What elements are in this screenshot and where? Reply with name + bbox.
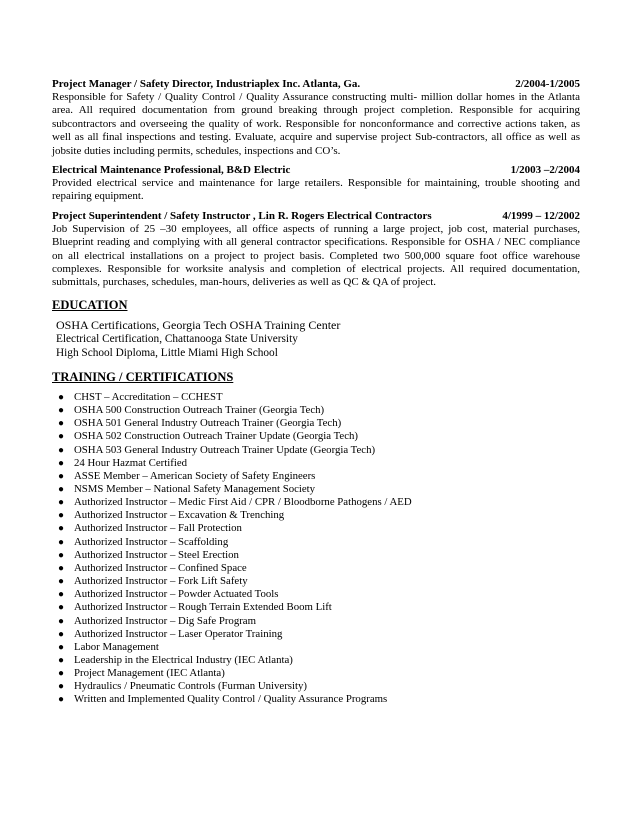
training-item <box>52 680 580 693</box>
training-item-text: OSHA 500 Construction Outreach Trainer (Georgia Tech) <box>74 404 325 417</box>
bullet-icon: ● <box>58 562 65 574</box>
training-item-text: Authorized Instructor – Steel Erection <box>74 548 239 561</box>
training-item-text: Authorized Instructor – Dig Safe Program <box>74 614 257 627</box>
training-item-text: Labor Management <box>74 640 159 653</box>
training-item <box>52 549 580 562</box>
training-item-text: OSHA 503 General Industry Outreach Trainer Update (Georgia Tech) <box>74 443 376 456</box>
training-list <box>52 391 580 707</box>
bullet-icon: ● <box>58 457 65 469</box>
training-item-text: NSMS Member – National Safety Management Society <box>74 482 316 495</box>
bullet-icon: ● <box>58 405 65 417</box>
training-item-text: Authorized Instructor – Fall Protection <box>74 522 242 535</box>
training-item <box>52 404 580 417</box>
bullet-icon: ● <box>58 418 65 430</box>
training-item-text: Authorized Instructor – Rough Terrain Extended Boom Lift <box>74 601 332 614</box>
job-title-row <box>52 210 580 223</box>
training-item <box>52 654 580 667</box>
bullet-icon: ● <box>58 602 65 614</box>
job-description: Provided electrical service and maintenance for large retailers. Responsible for maintaining, trouble shooting and repairing equipment. <box>52 177 580 203</box>
education-list <box>52 318 580 360</box>
job-title: Project Manager / Safety Director, Industriaplex Inc. Atlanta, Ga. <box>52 78 361 90</box>
bullet-icon: ● <box>58 589 65 601</box>
bullet-icon: ● <box>58 444 65 456</box>
training-item <box>52 641 580 654</box>
training-item <box>52 601 580 614</box>
bullet-icon: ● <box>58 576 65 588</box>
bullet-icon: ● <box>58 470 65 482</box>
training-item-text: CHST – Accreditation – CCHEST <box>74 390 223 403</box>
training-item-text: Authorized Instructor – Scaffolding <box>74 535 229 548</box>
bullet-icon: ● <box>58 694 65 706</box>
bullet-icon: ● <box>58 655 65 666</box>
training-item <box>52 430 580 443</box>
training-item-text: Authorized Instructor – Fork Lift Safety <box>74 575 248 588</box>
training-item <box>52 615 580 628</box>
education-heading: EDUCATION <box>52 297 128 312</box>
job-description: Responsible for Safety / Quality Control / Quality Assurance constructing multi- million dollar homes in the Atlanta area. All required documentation from ground breaking through project completion. Responsible for acquiring subcontractors and overseeing the quality of work. Responsible for nonconformance and corrective actions taken, as well as all final inspections and testing. Evaluate, acquire and supervise project Sub-contractors, all office as well as jobsite duties including permits, schedules, inspections and CO’s. <box>52 91 580 157</box>
training-item <box>52 628 580 641</box>
training-heading: TRAINING / CERTIFICATIONS <box>52 369 234 384</box>
training-item <box>52 667 580 680</box>
bullet-icon: ● <box>58 536 65 548</box>
training-item <box>52 536 580 549</box>
training-item-text: Authorized Instructor – Laser Operator Training <box>74 627 283 640</box>
education-item: OSHA Certifications, Georgia Tech OSHA Training Center <box>56 317 341 332</box>
bullet-icon: ● <box>58 628 65 640</box>
training-item-text: Authorized Instructor – Powder Actuated Tools <box>74 588 279 601</box>
training-item-text: 24 Hour Hazmat Certified <box>74 456 188 469</box>
job-date: 1/2003 –2/2004 <box>510 164 580 177</box>
bullet-icon: ● <box>58 391 65 403</box>
bullet-icon: ● <box>58 497 65 509</box>
bullet-icon: ● <box>58 668 65 680</box>
education-item: High School Diploma, Little Miami High School <box>56 346 278 359</box>
education-item: Electrical Certification, Chattanooga State University <box>56 332 298 345</box>
job-entry <box>52 210 580 290</box>
training-item-text: Leadership in the Electrical Industry (IEC Atlanta) <box>74 654 293 666</box>
bullet-icon: ● <box>58 549 65 561</box>
training-item-text: OSHA 501 General Industry Outreach Trainer (Georgia Tech) <box>74 417 342 430</box>
training-item <box>52 470 580 483</box>
training-item-text: Authorized Instructor – Medic First Aid / CPR / Bloodborne Pathogens / AED <box>74 496 412 509</box>
bullet-icon: ● <box>58 510 65 522</box>
job-title-row <box>52 78 580 91</box>
job-title: Project Superintendent / Safety Instructor , Lin R. Rogers Electrical Contractors <box>52 209 432 222</box>
training-item <box>52 588 580 601</box>
training-item <box>52 575 580 588</box>
job-description: Job Supervision of 25 –30 employees, all office aspects of running a large project, job cost, material purchases, Blueprint reading and complying with all general contractor specifications. Responsible for OSHA / NEC compliance on all electrical installations on a project to project basis. Completed two 500,000 square foot office warehouse complexes. Responsible for worksite analysis and completion of electrical projects. All required documentation, submittals, purchases, schedules, man-hours, deliveries as well as QC & QA of project. <box>52 222 580 289</box>
training-item <box>52 496 580 509</box>
job-entry <box>52 78 580 158</box>
training-item <box>52 391 580 404</box>
training-item-text: Project Management (IEC Atlanta) <box>74 667 225 680</box>
bullet-icon: ● <box>58 431 65 443</box>
training-item-text: OSHA 502 Construction Outreach Trainer Update (Georgia Tech) <box>74 430 359 443</box>
training-item-text: Hydraulics / Pneumatic Controls (Furman University) <box>74 680 307 693</box>
training-item <box>52 693 580 706</box>
training-item-text: Written and Implemented Quality Control / Quality Assurance Programs <box>74 693 388 706</box>
training-item <box>52 417 580 430</box>
job-entry <box>52 164 580 204</box>
training-item-text: Authorized Instructor – Confined Space <box>74 561 247 574</box>
bullet-icon: ● <box>58 641 65 653</box>
resume-page <box>52 78 580 707</box>
training-item <box>52 444 580 457</box>
job-date: 4/1999 – 12/2002 <box>502 209 580 222</box>
bullet-icon: ● <box>58 483 65 495</box>
job-title-row <box>52 164 580 177</box>
job-date: 2/2004-1/2005 <box>515 78 580 90</box>
bullet-icon: ● <box>58 681 65 693</box>
training-item <box>52 483 580 496</box>
bullet-icon: ● <box>58 523 65 535</box>
training-item-text: Authorized Instructor – Excavation & Trenching <box>74 509 285 522</box>
training-item <box>52 457 580 470</box>
training-item-text: ASSE Member – American Society of Safety Engineers <box>74 469 316 482</box>
training-item <box>52 522 580 535</box>
job-title: Electrical Maintenance Professional, B&D Electric <box>52 164 291 177</box>
training-item <box>52 562 580 575</box>
bullet-icon: ● <box>58 615 65 627</box>
training-item <box>52 509 580 522</box>
